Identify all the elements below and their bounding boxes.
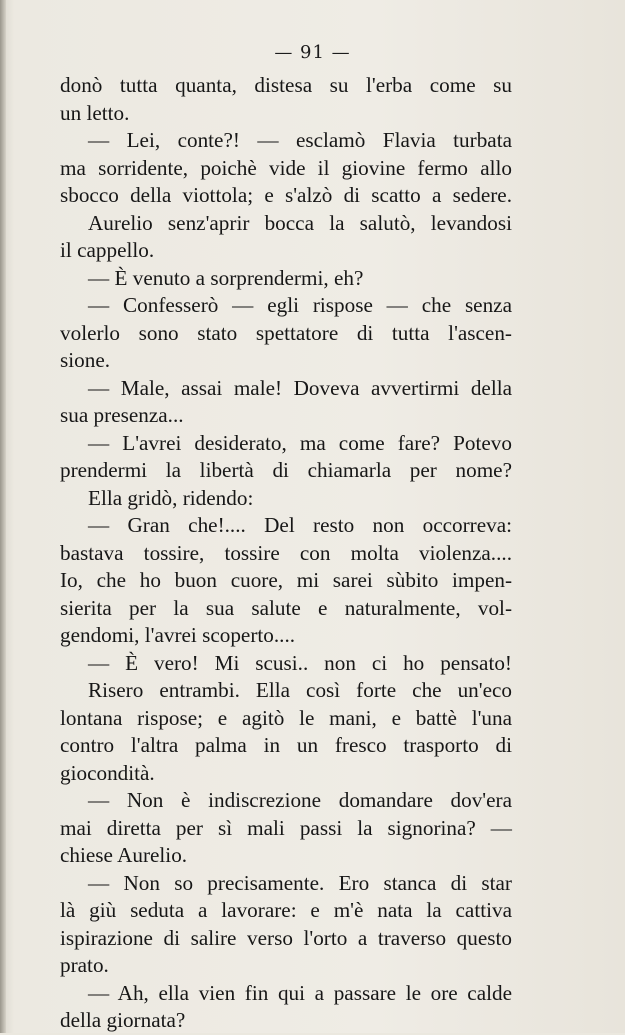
text-line: prendermi la libertà di chiamarla per nome? — [60, 458, 512, 482]
text-line: — Ah, ella vien fin qui a passare le ore calde — [88, 980, 512, 1005]
text-line: sua presenza... — [60, 403, 184, 427]
text-line: il cappello. — [60, 238, 155, 262]
text-line: chiese Aurelio. — [60, 843, 188, 867]
text-line: della giornata? — [60, 1008, 186, 1032]
text-line: — L'avrei desiderato, ma come fare? Potevo — [88, 430, 512, 455]
text-line: gendomi, l'avrei scoperto.... — [60, 623, 296, 647]
text-line: Risero entrambi. Ella così forte che un'eco — [88, 678, 512, 702]
text-line: giocondità. — [60, 760, 155, 785]
text-line: donò tutta quanta, distesa su l'erba come su — [60, 73, 512, 97]
text-line: mai diretta per sì mali passi la signorina? — — [60, 815, 512, 840]
text-line: Io, che ho buon cuore, mi sarei sùbito impen- — [60, 568, 512, 592]
text-line: — Non so precisamente. Ero stanca di star — [88, 870, 512, 895]
text-line: Aurelio senz'aprir bocca la salutò, levandosi — [88, 210, 512, 235]
text-line: sione. — [60, 348, 111, 372]
text-line: sierita per la sua salute e naturalmente, vol- — [60, 595, 512, 620]
text-line: — È vero! Mi scusi.. non ci ho pensato! — [88, 650, 512, 675]
text-line: — Confesserò — egli rispose — che senza — [88, 293, 512, 317]
text-line: — Non è indiscrezione domandare dov'era — [88, 788, 512, 812]
text-line: — È venuto a sorprendermi, eh? — [88, 265, 364, 290]
text-line: ispirazione di salire verso l'orto a traverso questo — [60, 925, 512, 950]
page-number: — 91 — — [274, 42, 351, 63]
text-line: prato. — [60, 953, 109, 977]
text-line: sbocco della viottola; e s'alzò di scatto a sedere. — [60, 183, 512, 207]
text-line: là giù seduta a lavorare: e m'è nata la cattiva — [60, 898, 512, 922]
page-gutter-shadow — [0, 0, 6, 1033]
text-line: ma sorridente, poichè vide il giovine fermo allo — [60, 155, 512, 180]
text-line: — Male, assai male! Doveva avvertirmi della — [88, 375, 512, 400]
text-line: Ella gridò, ridendo: — [88, 485, 254, 510]
text-line: lontana rispose; e agitò le mani, e battè l'una — [60, 705, 512, 730]
text-line: — Gran che!.... Del resto non occorreva: — [88, 513, 512, 537]
page-body-text — [60, 72, 512, 1035]
text-line: un letto. — [60, 100, 130, 125]
text-line: bastava tossire, tossire con molta violenza.... — [60, 540, 512, 565]
text-line: contro l'altra palma in un fresco trasporto di — [60, 733, 512, 757]
text-line: — Lei, conte?! — esclamò Flavia turbata — [88, 128, 512, 152]
text-line: volerlo sono stato spettatore di tutta l'ascen- — [60, 320, 512, 345]
